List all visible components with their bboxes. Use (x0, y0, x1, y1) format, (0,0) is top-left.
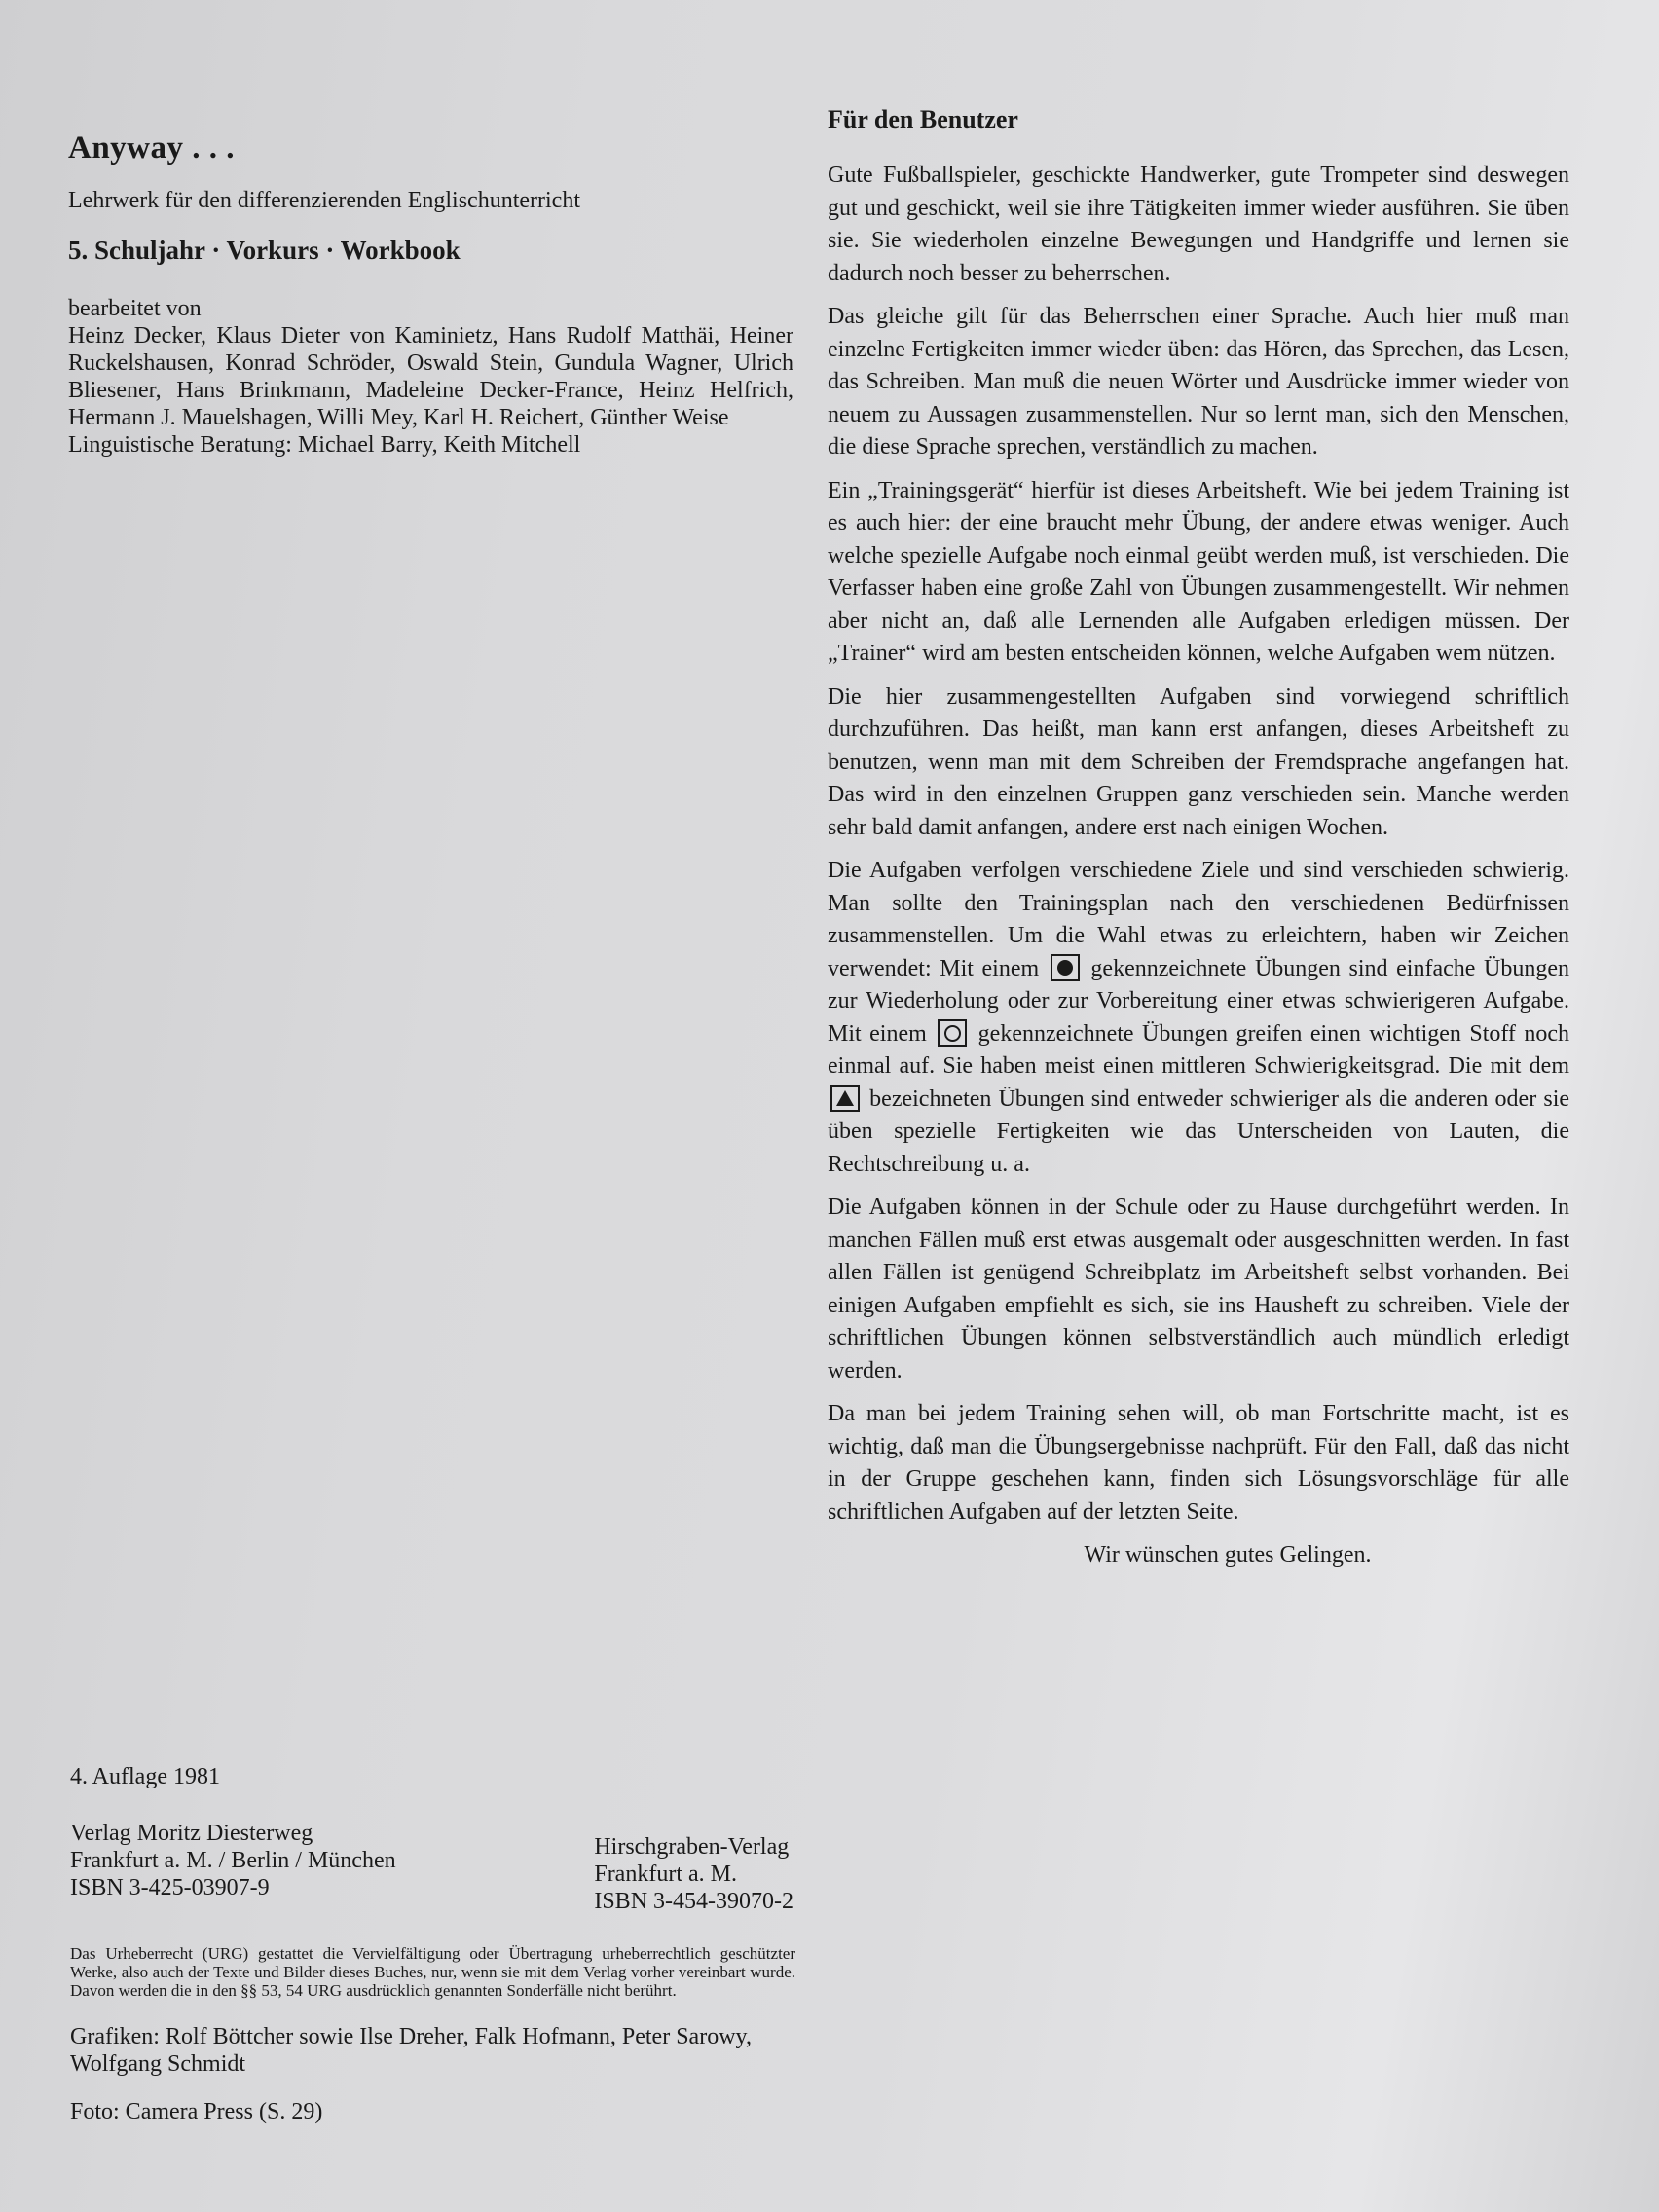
publisher-diesterweg (70, 1820, 396, 1915)
section-heading: Für den Benutzer (828, 105, 1018, 133)
publisher-city: Frankfurt a. M. / Berlin / München (70, 1848, 396, 1873)
filled-circle-symbol-icon (1051, 954, 1080, 981)
triangle-symbol-icon (830, 1085, 860, 1112)
grade-line: 5. Schuljahr · Vorkurs · Workbook (68, 236, 461, 265)
edition: 4. Auflage 1981 (70, 1764, 220, 1789)
paragraph-5-part-b: gekennzeichnete Übungen sind einfache Übungen zur Wiederholung oder zur Vorbereitung einer etwas schwierigeren Aufgabe. Mit einem (828, 955, 1570, 1047)
paragraph-2: Das gleiche gilt für das Beherrschen einer Sprache. Auch hier muß man einzelne Fertigkeiten immer wieder üben: das Hören, das Sprechen, das Lesen, das Schreiben. Man muß die neuen Wörter und Ausdrücke immer wieder von neuem zu Aussagen zusammenstellen. Nur so lernt man, sich den Menschen, die diese Sprache sprechen, verständlich zu machen. (828, 304, 1569, 460)
publishers (70, 1820, 795, 1915)
credits-authors: Heinz Decker, Klaus Dieter von Kaminietz, Hans Rudolf Matthäi, Heiner Ruckelshausen, Konrad Schröder, Oswald Stein, Gundula Wagner, Ulrich Bliesener, Hans Brinkmann, Madeleine Decker-France, Heinz Helfrich, Hermann J. Mauelshagen, Willi Mey, Karl H. Reichert, Günther Weise (68, 323, 793, 430)
credits (68, 295, 793, 459)
credits-linguistic: Linguistische Beratung: Michael Barry, Keith Mitchell (68, 432, 581, 458)
publisher-name: Verlag Moritz Diesterweg (70, 1821, 313, 1846)
paragraph-6: Die Aufgaben können in der Schule oder zu Hause durchgeführt werden. In manchen Fällen muß erst etwas ausgemalt oder ausgeschnitten werden. In fast allen Fällen ist genügend Schreibplatz im Arbeitsheft selbst vorhanden. Bei einigen Aufgaben empfiehlt es sich, sie ins Hausheft zu schreiben. Viele der schriftlichen Übungen können selbstverständlich auch mündlich erledigt werden. (828, 1195, 1569, 1383)
publisher-city: Frankfurt a. M. (594, 1862, 737, 1887)
paragraph-5-part-d: bezeichneten Übungen sind entweder schwieriger als die anderen oder sie üben spezielle Fertigkeiten wie das Unterscheiden von Lauten, die Rechtschreibung u. a. (828, 1086, 1570, 1177)
publisher-isbn: ISBN 3-454-39070-2 (594, 1889, 793, 1914)
copyright-notice: Das Urheberrecht (URG) gestattet die Vervielfältigung oder Übertragung urheberrechtlich geschützter Werke, also auch der Texte und Bilder dieses Buches, nur, wenn sie mit dem Verlag vorher vereinbart wurde. Davon werden die in den §§ 53, 54 URG ausdrücklich genannten Sonderfälle nicht berührt. (70, 1944, 795, 2000)
book-title: Anyway . . . (68, 130, 236, 166)
paragraph-5 (828, 855, 1569, 1181)
paragraph-7: Da man bei jedem Training sehen will, ob man Fortschritte macht, ist es wichtig, daß man die Übungsergebnisse nachprüft. Für den Fall, daß das nicht in der Gruppe geschehen kann, finden sich Lösungsvorschläge für alle schriftlichen Aufgaben auf der letzten Seite. (828, 1401, 1569, 1525)
paragraph-5-part-c: gekennzeichnete Übungen greifen einen wichtigen Stoff noch einmal auf. Sie haben meist einen mittleren Schwierigkeitsgrad. Die mit dem (828, 1020, 1570, 1079)
right-column (828, 97, 1569, 1568)
left-column (68, 117, 793, 459)
publisher-name: Hirschgraben-Verlag (594, 1834, 790, 1860)
photo-credit: Foto: Camera Press (S. 29) (70, 2099, 323, 2124)
paragraph-5-part-a: Die Aufgaben verfolgen verschiedene Ziele und sind verschieden schwierig. Man sollte den Trainingsplan nach den verschiedenen Bedürfnissen zusammenstellen. Um die Wahl etwas zu erleichtern, haben wir Zeichen verwendet: Mit einem (828, 858, 1569, 981)
publisher-isbn: ISBN 3-425-03907-9 (70, 1875, 270, 1900)
paragraph-4: Die hier zusammengestellten Aufgaben sind vorwiegend schriftlich durchzuführen. Das heißt, man kann erst anfangen, dieses Arbeitsheft zu benutzen, wenn man mit dem Schreiben der Fremdsprache angefangen hat. Das wird in den einzelnen Gruppen ganz verschieden sein. Manche werden sehr bald damit anfangen, andere erst nach einigen Wochen. (828, 683, 1569, 840)
paragraph-3: Ein „Trainingsgerät“ hierfür ist dieses Arbeitsheft. Wie bei jedem Training ist es auch hier: der eine braucht mehr Übung, der andere etwas weniger. Auch welche spezielle Aufgabe noch einmal geübt werden muß, ist verschieden. Die Verfasser haben eine große Zahl von Übungen zusammengestellt. Wir nehmen aber nicht an, daß alle Lernenden alle Aufgaben erledigen müssen. Der „Trainer“ wird am besten entscheiden können, welche Aufgaben wem nützen. (828, 477, 1569, 666)
paragraph-1: Gute Fußballspieler, geschickte Handwerker, gute Trompeter sind deswegen gut und geschickt, weil sie ihre Tätigkeiten immer wieder ausführen. Sie üben sie. Sie wiederholen einzelne Bewegungen und Handgriffe und lernen sie dadurch noch besser zu beherrschen. (828, 163, 1569, 286)
closing-line: Wir wünschen gutes Gelingen. (1084, 1542, 1372, 1567)
graphics-credits: Grafiken: Rolf Böttcher sowie Ilse Dreher, Falk Hofmann, Peter Sarowy, Wolfgang Schmidt (70, 2024, 752, 2077)
imprint (70, 1764, 795, 2125)
open-circle-symbol-icon (938, 1019, 967, 1047)
book-subtitle: Lehrwerk für den differenzierenden Englischunterricht (68, 188, 580, 213)
publisher-hirschgraben (594, 1833, 793, 1915)
credits-intro: bearbeitet von (68, 296, 202, 321)
